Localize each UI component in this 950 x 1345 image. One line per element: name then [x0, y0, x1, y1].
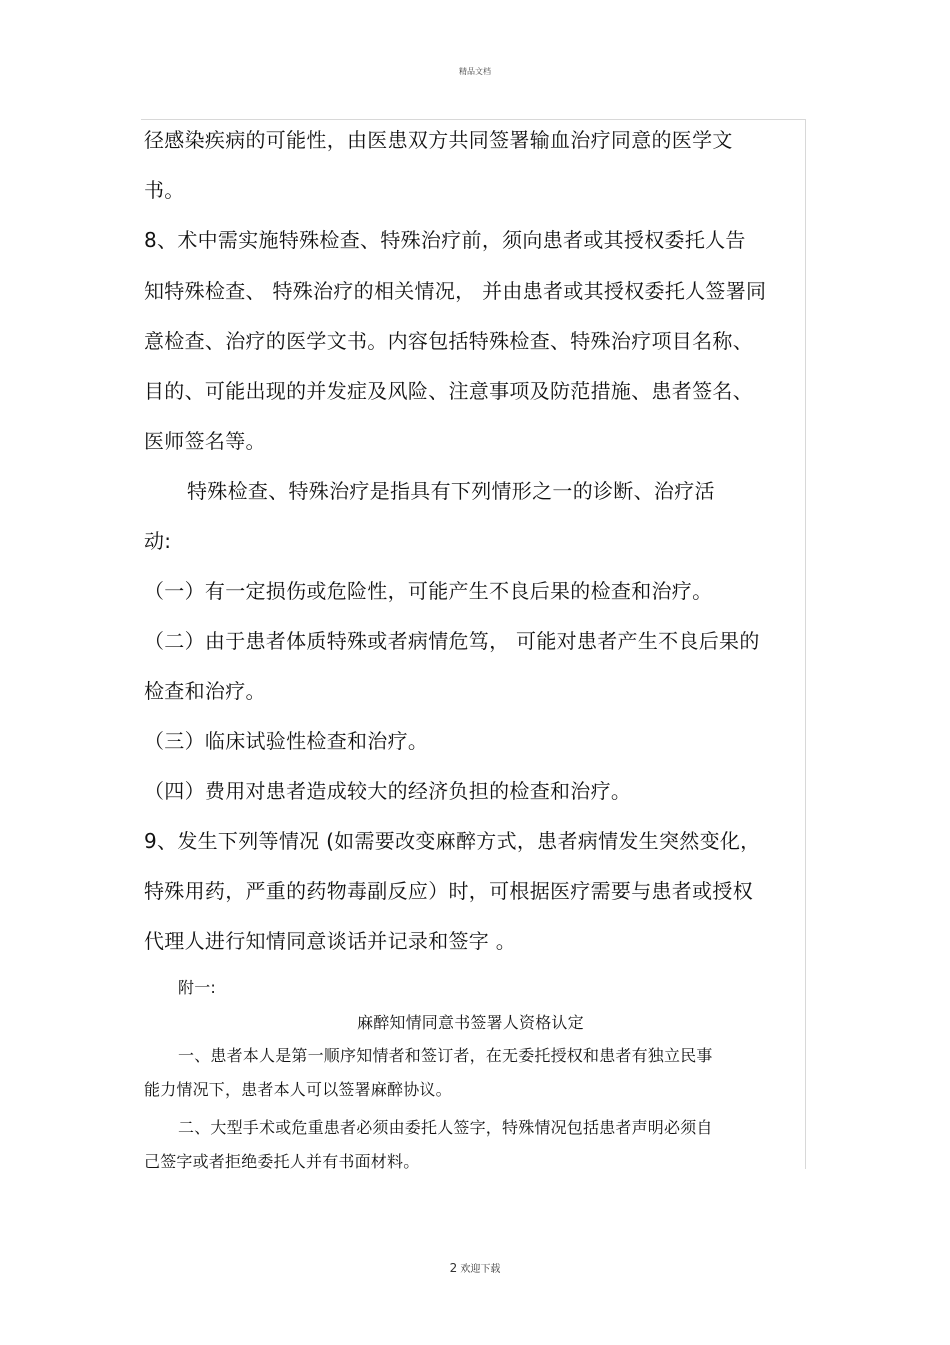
body-line: 特殊检查、特殊治疗是指具有下列情形之一的诊断、治疗活: [187, 479, 715, 503]
body-line: 径感染疾病的可能性，由医患双方共同签署输血治疗同意的医学文: [144, 128, 733, 152]
appendix-line: 能力情况下，患者本人可以签署麻醉协议。: [144, 1080, 452, 1099]
appendix-label: 附一:: [178, 978, 216, 997]
appendix-line: 己签字或者拒绝委托人并有书面材料。: [144, 1152, 420, 1171]
body-line: （二）由于患者体质特殊或者病情危笃， 可能对患者产生不良后果的: [144, 629, 760, 653]
body-line: （一）有一定损伤或危险性，可能产生不良后果的检查和治疗。: [144, 579, 713, 603]
body-line: 动:: [144, 529, 172, 553]
page-number: 2: [449, 1261, 458, 1275]
body-line: （四）费用对患者造成较大的经济负担的检查和治疗。: [144, 779, 632, 803]
appendix-line: 二、大型手术或危重患者必须由委托人签字，特殊情况包括患者声明必须自: [178, 1118, 713, 1137]
page-footer: [0, 1260, 950, 1275]
body-line: （三）临床试验性检查和治疗。: [144, 729, 429, 753]
body-line: 特殊用药，严重的药物毒副反应）时，可根据医疗需要与患者或授权: [144, 879, 753, 903]
footer-text: 欢迎下载: [460, 1264, 501, 1275]
body-line: 8、术中需实施特殊检查、特殊治疗前，须向患者或其授权委托人告: [144, 228, 746, 252]
body-line: 检查和治疗。: [144, 679, 266, 703]
body-line: 书。: [144, 178, 185, 202]
page-header: 精品文档: [459, 67, 491, 76]
body-line: 目的、可能出现的并发症及风险、注意事项及防范措施、患者签名、: [144, 379, 753, 403]
body-line: 医师签名等。: [144, 429, 266, 453]
appendix-title: 麻醉知情同意书签署人资格认定: [357, 1013, 584, 1032]
appendix-line: 一、患者本人是第一顺序知情者和签订者，在无委托授权和患者有独立民事: [178, 1046, 713, 1065]
body-line: 9、发生下列等情况 (如需要改变麻醉方式，患者病情发生突然变化，: [144, 829, 761, 853]
body-line: 意检查、治疗的医学文书。内容包括特殊检查、特殊治疗项目名称、: [144, 329, 753, 353]
body-line: 知特殊检查、 特殊治疗的相关情况， 并由患者或其授权委托人签署同: [144, 279, 767, 303]
body-line: 代理人进行知情同意谈话并记录和签字 。: [144, 929, 517, 953]
